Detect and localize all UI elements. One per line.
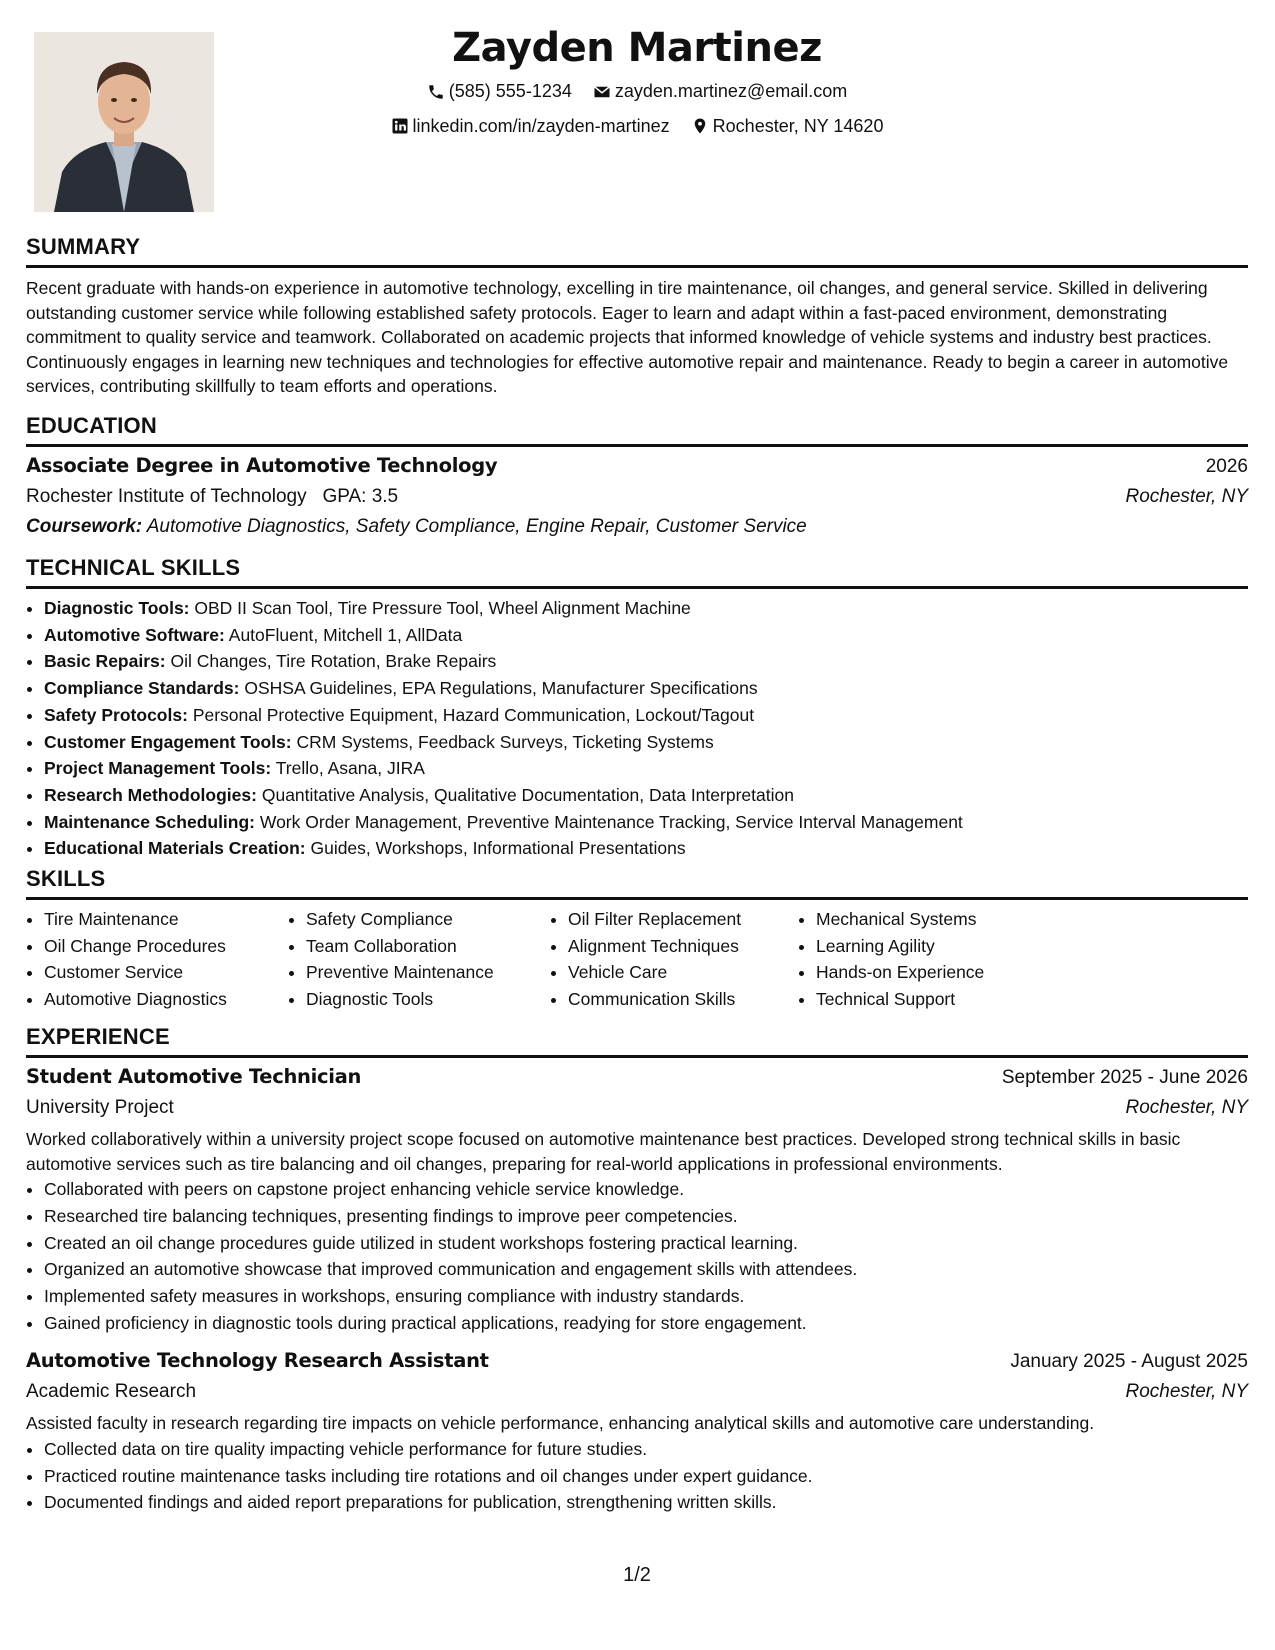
skill-category-value: Guides, Workshops, Informational Presentations [310, 838, 686, 859]
skill-category-label: Basic Repairs: [44, 651, 166, 672]
skills-column-3 [550, 906, 798, 1013]
candidate-name: Zayden Martinez [452, 25, 822, 71]
technical-skills-list [26, 595, 1248, 862]
list-item: • Implemented safety measures in workshops, ensuring compliance with industry standards. [44, 1283, 1248, 1310]
job-summary: Worked collaboratively within a university project scope focused on automotive maintenance best practices. Developed strong technical skills in basic automotive services such as tire balancing and oil changes, preparing for real-world applications in professional environments. [26, 1129, 1181, 1174]
resume-header [26, 20, 1248, 145]
gpa: GPA: 3.5 [322, 486, 399, 507]
list-item: • Oil Change Procedures [44, 933, 288, 960]
experience-entry [26, 1062, 1248, 1336]
list-item: • Communication Skills [568, 986, 798, 1013]
experience-entry [26, 1346, 1248, 1516]
job-title: Automotive Technology Research Assistant [26, 1349, 489, 1373]
list-item: • Hands-on Experience [816, 959, 1056, 986]
job-organization: Academic Research [26, 1381, 197, 1403]
email-contact[interactable] [593, 76, 847, 107]
list-item: • Automotive Diagnostics [44, 986, 288, 1013]
job-organization: University Project [26, 1097, 174, 1118]
list-item: • Gained proficiency in diagnostic tools during practical applications, readying for store engagement. [44, 1310, 1248, 1337]
list-item: • Organized an automotive showcase that improved communication and engagement skills with attendees. [44, 1256, 1248, 1283]
skill-category-value: CRM Systems, Feedback Surveys, Ticketing Systems [296, 731, 714, 752]
list-item [44, 595, 1248, 622]
list-item: • Researched tire balancing techniques, presenting findings to improve peer competencies. [44, 1203, 1248, 1230]
education-heading: EDUCATION [26, 412, 1248, 447]
page-number: 1/2 [623, 1564, 651, 1586]
list-item: • Mechanical Systems [816, 906, 1056, 933]
skills-heading: SKILLS [26, 865, 1248, 900]
job-location: Rochester, NY [1125, 1097, 1248, 1118]
list-item: • Team Collaboration [306, 933, 550, 960]
list-item: • Collaborated with peers on capstone project enhancing vehicle service knowledge. [44, 1176, 1248, 1203]
school-location: Rochester, NY [1125, 486, 1248, 507]
skill-category-label: Research Methodologies: [44, 784, 257, 805]
skills-column-1 [26, 906, 288, 1013]
list-item: • Safety Compliance [306, 906, 550, 933]
job-location: Rochester, NY [1125, 1381, 1248, 1403]
list-item: • Technical Support [816, 986, 1056, 1013]
list-item: • Practiced routine maintenance tasks including tire rotations and oil changes under expert guidance. [44, 1463, 1248, 1490]
summary-heading: SUMMARY [26, 233, 1248, 268]
list-item [44, 755, 1248, 782]
coursework-list: Automotive Diagnostics, Safety Compliance, Engine Repair, Customer Service [146, 516, 807, 537]
job-dates: September 2025 - June 2026 [1001, 1067, 1248, 1088]
list-item [44, 622, 1248, 649]
skill-category-label: Project Management Tools: [44, 758, 272, 779]
map-marker-icon [691, 117, 709, 135]
school-name: Rochester Institute of Technology [26, 486, 307, 507]
skill-category-value: Work Order Management, Preventive Maintenance Tracking, Service Interval Management [259, 811, 963, 832]
list-item: • Documented findings and aided report preparations for publication, strengthening written skills. [44, 1489, 1248, 1516]
skill-category-label: Automotive Software: [44, 624, 225, 645]
list-item: • Learning Agility [816, 933, 1056, 960]
summary-text: Recent graduate with hands-on experience in automotive technology, excelling in tire maintenance, oil changes, and general service. Skilled in delivering outstanding customer service while following established safety protocols. Eager to learn and adapt within a fast-paced environment, demonstrating commitment to quality service and teamwork. Collaborated on academic projects that informed knowledge of vehicle systems and industry best practices. Continuously engages in learning new techniques and technologies for effective automotive repair and maintenance. Ready to begin a career in automotive services, contributing skillfully to team efforts and operations. [26, 278, 1229, 397]
job-summary: Assisted faculty in research regarding tire impacts on vehicle performance, enhancing analytical skills and automotive care understanding. [26, 1413, 1095, 1434]
graduation-year: 2026 [1205, 456, 1248, 477]
resume-page [26, 0, 1248, 1650]
job-bullets [26, 1436, 1248, 1516]
education-section [26, 412, 1248, 542]
technical-skills-heading: TECHNICAL SKILLS [26, 554, 1248, 589]
linkedin-url[interactable]: linkedin.com/in/zayden-martinez [412, 115, 670, 136]
email-address[interactable]: zayden.martinez@email.com [614, 81, 848, 101]
skill-category-value: Personal Protective Equipment, Hazard Communication, Lockout/Tagout [192, 704, 755, 725]
experience-heading: EXPERIENCE [26, 1023, 1248, 1058]
school-line [26, 482, 398, 512]
list-item: • Alignment Techniques [568, 933, 798, 960]
list-item: • Tire Maintenance [44, 906, 288, 933]
phone-icon [427, 83, 445, 101]
skill-category-value: OBD II Scan Tool, Tire Pressure Tool, Wheel Alignment Machine [194, 598, 691, 618]
list-item [44, 729, 1248, 756]
summary-section [26, 233, 1248, 399]
job-dates: January 2025 - August 2025 [1010, 1351, 1248, 1373]
experience-section [26, 1023, 1248, 1516]
skill-category-value: Trello, Asana, JIRA [275, 758, 425, 779]
coursework-label: Coursework: [26, 516, 143, 537]
skill-category-label: Safety Protocols: [44, 704, 188, 725]
list-item [44, 702, 1248, 729]
list-item [44, 835, 1248, 862]
skill-category-label: Compliance Standards: [44, 678, 240, 699]
job-title: Student Automotive Technician [26, 1065, 362, 1088]
skill-category-label: Diagnostic Tools: [44, 598, 190, 618]
envelope-icon [593, 83, 611, 101]
list-item [44, 782, 1248, 809]
job-bullets [26, 1176, 1248, 1336]
skill-category-value: Quantitative Analysis, Qualitative Documentation, Data Interpretation [261, 784, 794, 805]
skill-category-label: Maintenance Scheduling: [44, 811, 255, 832]
list-item [44, 809, 1248, 836]
list-item: • Collected data on tire quality impacting vehicle performance for future studies. [44, 1436, 1248, 1463]
list-item [44, 675, 1248, 702]
list-item: • Preventive Maintenance [306, 959, 550, 986]
location-text: Rochester, NY 14620 [712, 115, 884, 136]
list-item: • Vehicle Care [568, 959, 798, 986]
contact-line-2 [26, 111, 1248, 146]
phone-number: (585) 555-1234 [448, 81, 572, 101]
list-item: • Customer Service [44, 959, 288, 986]
skill-category-label: Customer Engagement Tools: [44, 731, 292, 752]
list-item: • Oil Filter Replacement [568, 906, 798, 933]
list-item: • Created an oil change procedures guide utilized in student workshops fostering practical learning. [44, 1230, 1248, 1257]
skills-column-4 [798, 906, 1056, 1013]
skills-section [26, 865, 1248, 1013]
list-item: • Diagnostic Tools [306, 986, 550, 1013]
contact-line-1 [26, 76, 1248, 111]
degree-title: Associate Degree in Automotive Technology [26, 454, 498, 477]
skills-grid [26, 906, 1248, 1013]
skills-column-2 [288, 906, 550, 1013]
skill-category-value: AutoFluent, Mitchell 1, AllData [228, 624, 463, 645]
skill-category-value: Oil Changes, Tire Rotation, Brake Repairs [170, 651, 497, 672]
linkedin-icon [391, 117, 409, 135]
linkedin-contact[interactable] [391, 111, 670, 142]
technical-skills-section [26, 554, 1248, 862]
skill-category-label: Educational Materials Creation: [44, 838, 306, 859]
coursework-line [26, 512, 1248, 542]
skill-category-value: OSHSA Guidelines, EPA Regulations, Manufacturer Specifications [244, 678, 758, 699]
location-contact [691, 111, 884, 142]
phone-contact [427, 76, 572, 107]
list-item [44, 648, 1248, 675]
